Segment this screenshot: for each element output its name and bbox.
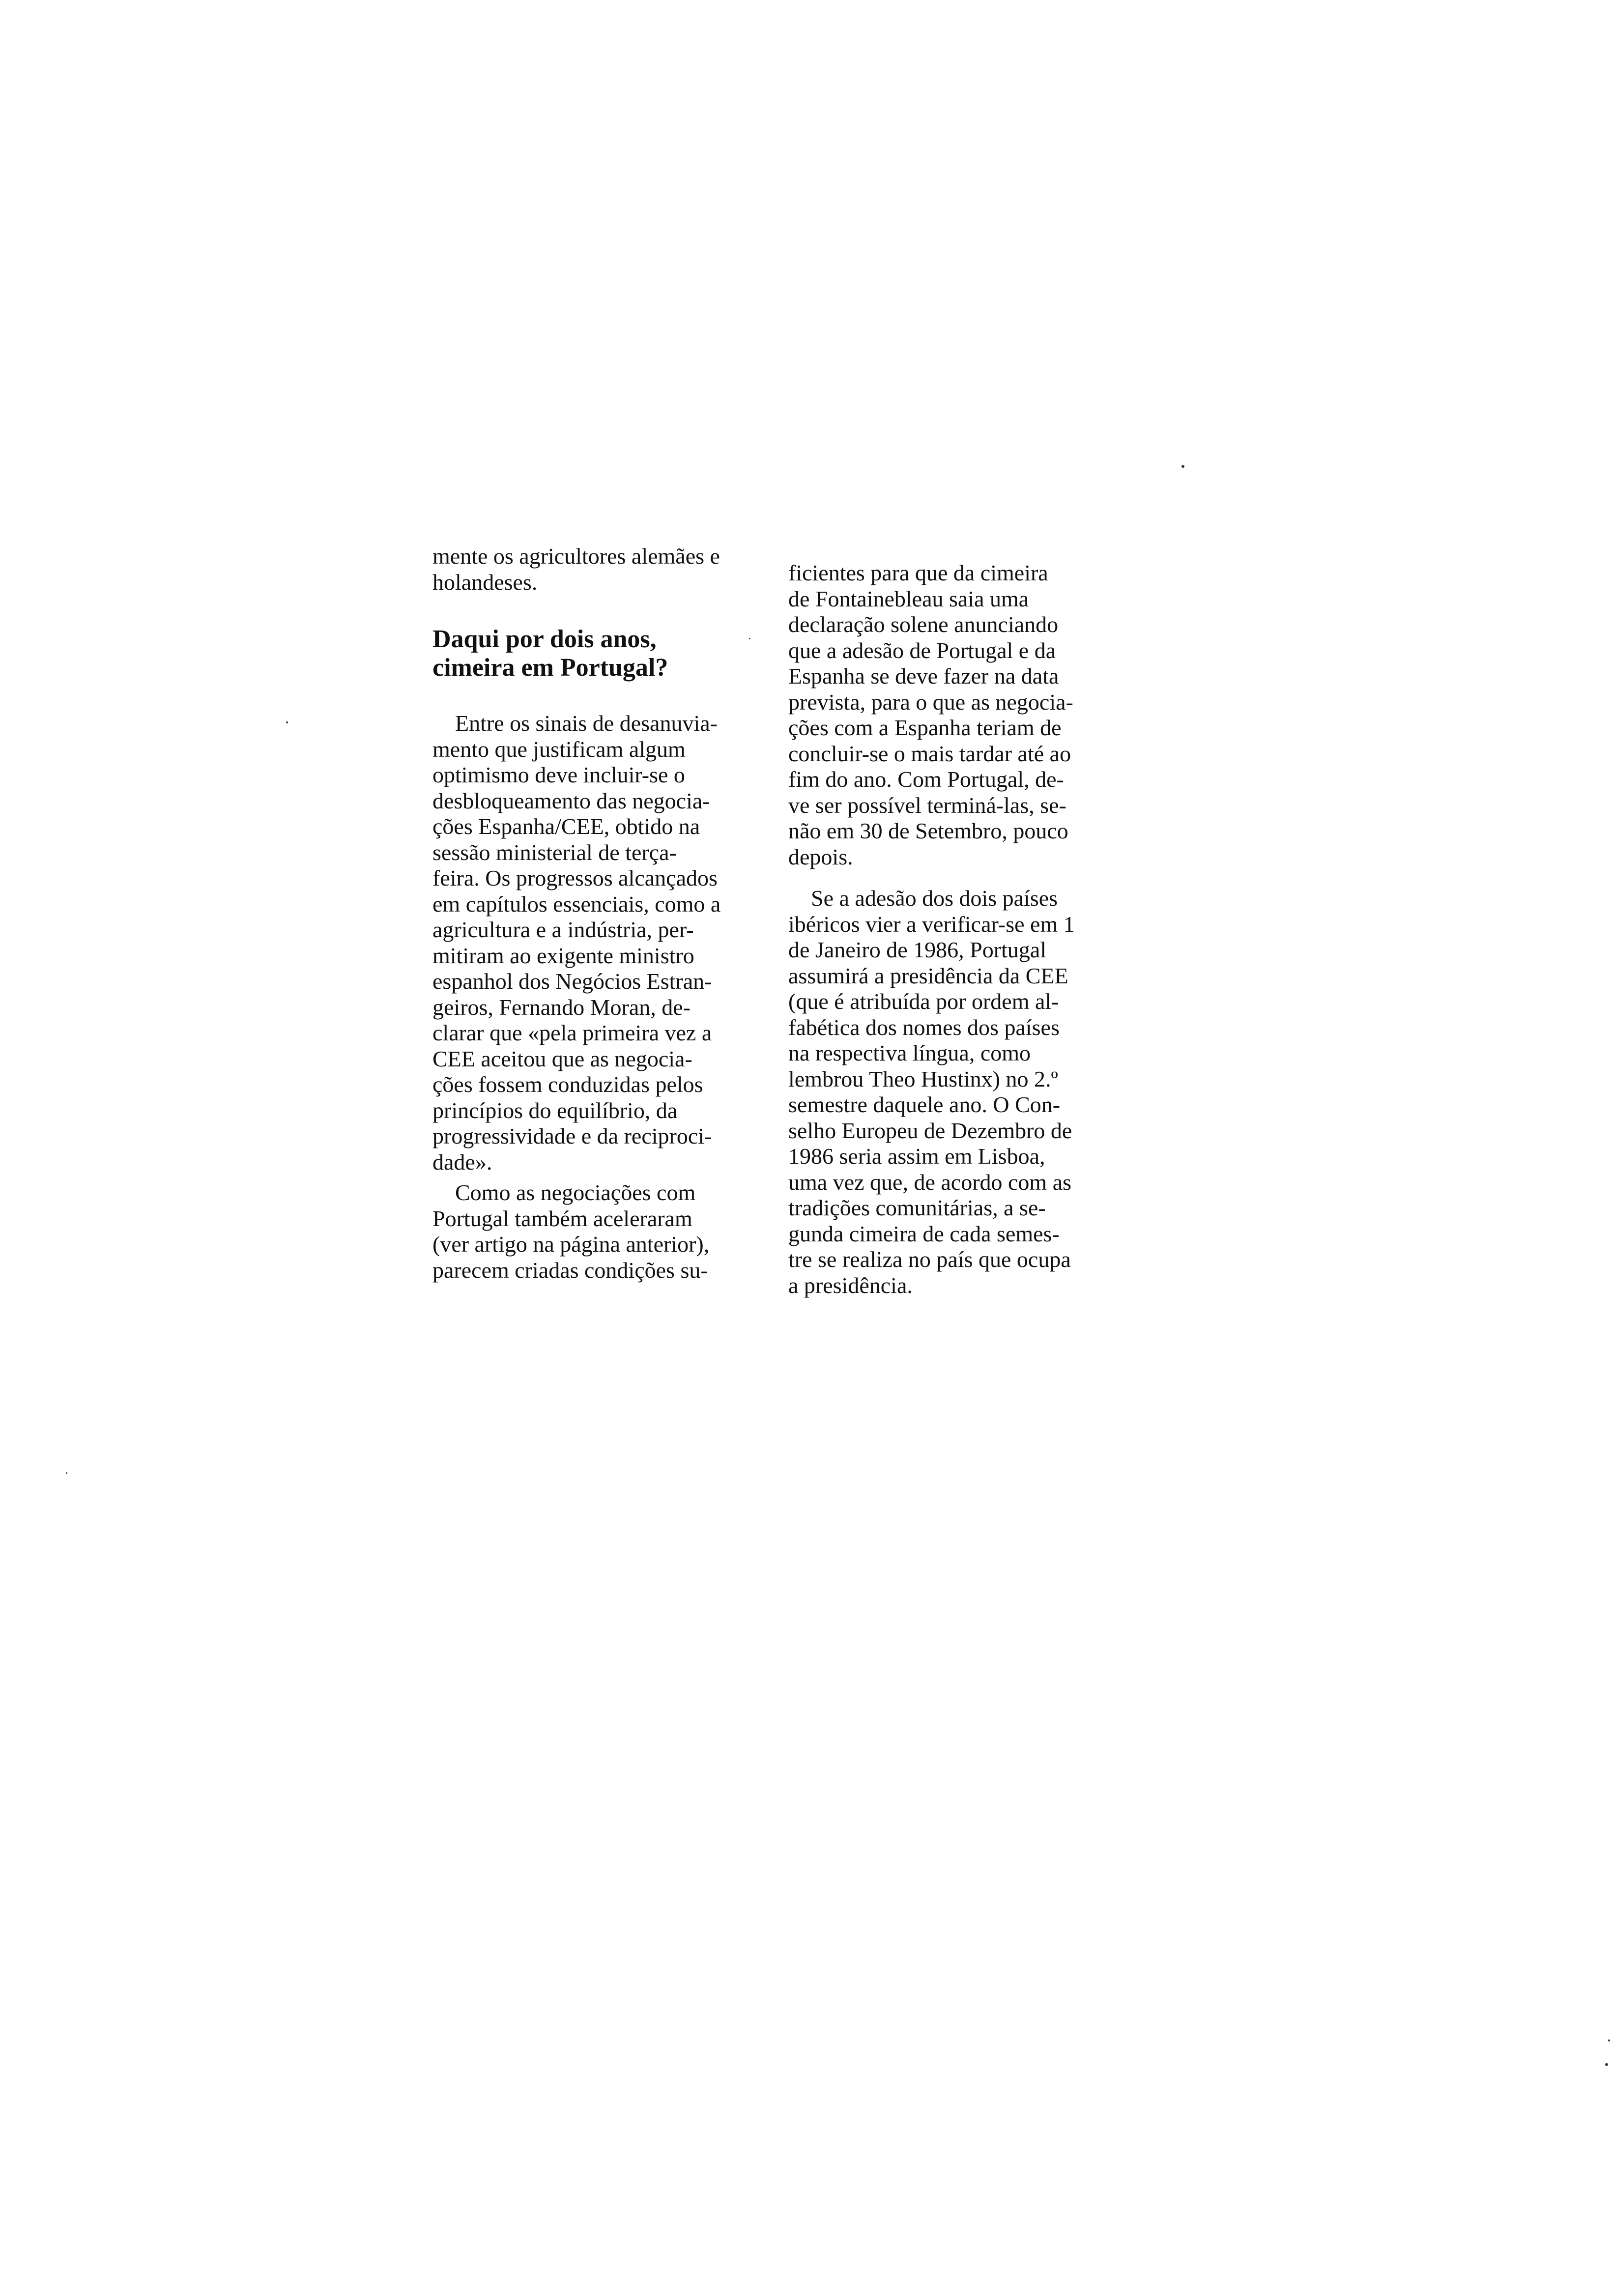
right-column xyxy=(788,560,1132,1298)
article-subheading xyxy=(432,625,777,682)
text-line: de Fontainebleau saia uma xyxy=(788,586,1029,611)
text-line: mento que justificam algum xyxy=(432,736,686,762)
text-line: fabética dos nomes dos países xyxy=(788,1014,1060,1040)
text-line: mitiram ao exigente ministro xyxy=(432,943,694,968)
text-line: princípios do equilíbrio, da xyxy=(432,1097,678,1123)
text-line: Se a adesão dos dois países xyxy=(811,886,1058,911)
text-line: semestre daquele ano. O Con- xyxy=(788,1092,1061,1117)
text-line: lembrou Theo Hustinx) no 2.º xyxy=(788,1066,1058,1091)
left-column-top xyxy=(432,544,777,595)
text-line: assumirá a presidência da CEE xyxy=(788,963,1068,988)
text-line: ve ser possível terminá-las, se- xyxy=(788,792,1066,818)
text-line: não em 30 de Setembro, pouco xyxy=(788,818,1068,843)
text-line: tradições comunitárias, a se- xyxy=(788,1195,1046,1220)
text-line: a presidência. xyxy=(788,1272,913,1298)
left-column-body xyxy=(432,711,777,1283)
paragraph-gap xyxy=(788,870,1132,886)
scan-speck xyxy=(749,638,750,639)
text-line: prevista, para o que as negocia- xyxy=(788,689,1073,715)
subheading-line: cimeira em Portugal? xyxy=(432,654,668,682)
scan-speck xyxy=(1608,2039,1610,2041)
text-line: Como as negociações com xyxy=(455,1180,696,1205)
scan-speck xyxy=(286,721,288,723)
text-line: agricultura e a indústria, per- xyxy=(432,917,694,942)
text-line: uma vez que, de acordo com as xyxy=(788,1169,1072,1195)
text-line: clarar que «pela primeira vez a xyxy=(432,1020,712,1045)
text-line: ficientes para que da cimeira xyxy=(788,560,1048,585)
text-line: sessão ministerial de terça- xyxy=(432,839,677,865)
text-line: tre se realiza no país que ocupa xyxy=(788,1247,1071,1272)
text-line: que a adesão de Portugal e da xyxy=(788,637,1056,663)
text-line: concluir-se o mais tardar até ao xyxy=(788,741,1071,766)
text-line: espanhol dos Negócios Estran- xyxy=(432,969,712,994)
text-line: dade». xyxy=(432,1149,492,1175)
text-line: ções fossem conduzidas pelos xyxy=(432,1072,703,1097)
text-line: de Janeiro de 1986, Portugal xyxy=(788,937,1047,962)
paragraph-gap xyxy=(432,1175,777,1180)
text-line: (ver artigo na página anterior), xyxy=(432,1232,710,1257)
text-line: Portugal também aceleraram xyxy=(432,1205,692,1231)
text-line: feira. Os progressos alcançados xyxy=(432,865,718,890)
text-line: 1986 seria assim em Lisboa, xyxy=(788,1144,1045,1169)
text-line: na respectiva língua, como xyxy=(788,1040,1031,1065)
text-line: selho Europeu de Dezembro de xyxy=(788,1118,1072,1143)
text-line: desbloqueamento das negocia- xyxy=(432,788,710,813)
text-line: geiros, Fernando Moran, de- xyxy=(432,994,691,1020)
text-line: fim do ano. Com Portugal, de- xyxy=(788,767,1064,792)
text-line: (que é atribuída por ordem al- xyxy=(788,989,1059,1014)
scan-speck xyxy=(1605,2063,1608,2066)
text-line: gunda cimeira de cada semes- xyxy=(788,1221,1060,1246)
text-line: optimismo deve incluir-se o xyxy=(432,762,685,787)
subheading-line: Daqui por dois anos, xyxy=(432,625,657,653)
text-line: progressividade e da reciproci- xyxy=(432,1123,712,1148)
scan-speck xyxy=(66,1472,67,1474)
scan-speck xyxy=(1181,465,1184,468)
text-line: ibéricos vier a verificar-se em 1 xyxy=(788,911,1075,937)
text-line: CEE aceitou que as negocia- xyxy=(432,1046,692,1071)
text-line: parecem criadas condições su- xyxy=(432,1257,708,1283)
text-line: depois. xyxy=(788,844,853,869)
text-line: Espanha se deve fazer na data xyxy=(788,663,1059,689)
text-line: em capítulos essenciais, como a xyxy=(432,891,721,917)
text-line: Entre os sinais de desanuvia- xyxy=(455,711,718,736)
text-line: holandeses. xyxy=(432,569,538,595)
text-line: mente os agricultores alemães e xyxy=(432,544,720,569)
text-line: ções Espanha/CEE, obtido na xyxy=(432,814,700,839)
text-line: declaração solene anunciando xyxy=(788,612,1059,637)
text-line: ções com a Espanha teriam de xyxy=(788,715,1062,740)
